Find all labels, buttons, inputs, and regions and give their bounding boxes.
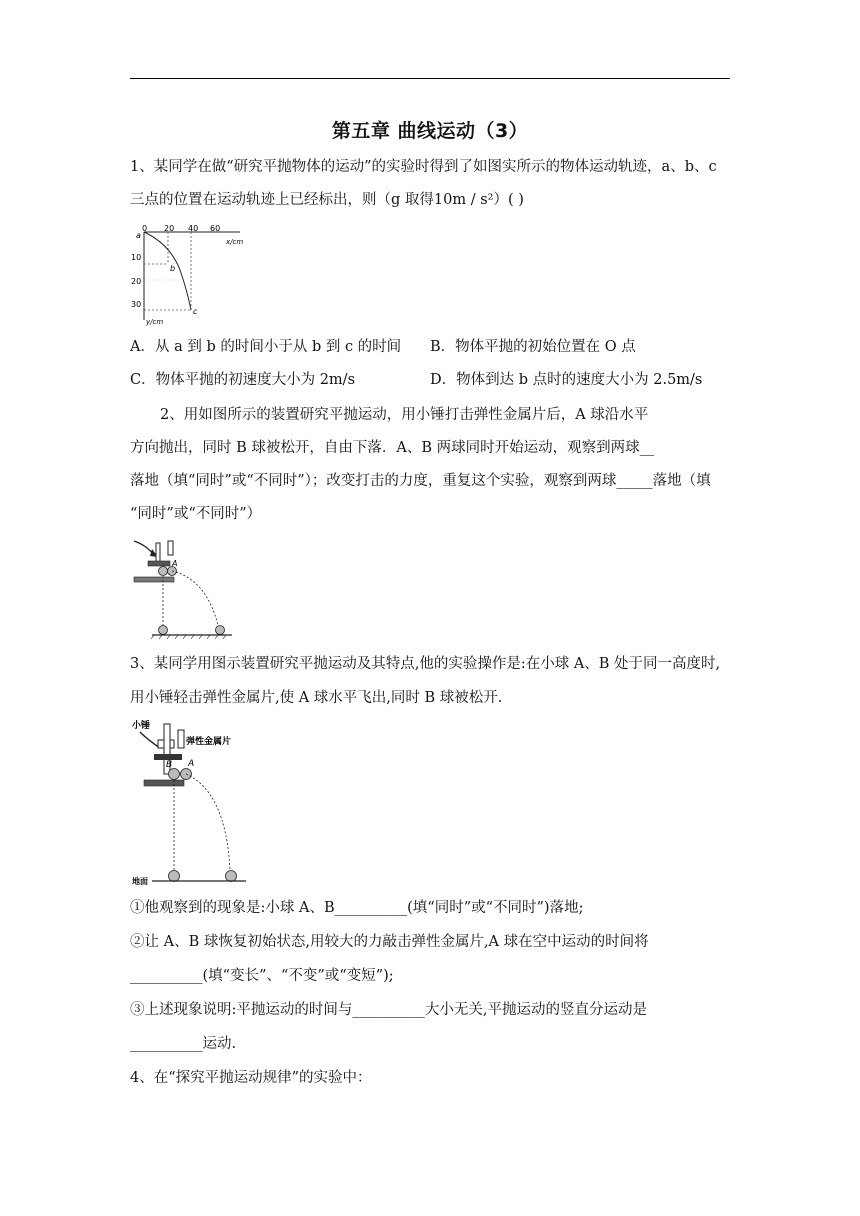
q3-label-b: B <box>166 760 173 770</box>
header-rule <box>130 78 730 79</box>
q3-sub1: ①他观察到的现象是:小球 A、B__________(填“同时”或“不同时”)落地; <box>130 900 584 916</box>
q2-apparatus-figure <box>128 535 238 640</box>
q2-stem-line3: 落地（填“同时”或“不同时”）；改变打击的力度，重复这个实验，观察到两球_____落地（填 <box>130 473 711 489</box>
q1-x-unit: x/cm <box>226 238 244 246</box>
q3-label-ground: 地面 <box>132 877 148 886</box>
q1-x-tick-0: 0 <box>142 224 148 233</box>
q1-option-c: C．物体平抛的初速度大小为 2m/s <box>130 372 356 388</box>
q1-point-a: a <box>136 231 141 240</box>
q1-x-tick-20: 20 <box>164 224 175 233</box>
q2-stem-line2: 方向抛出，同时 B 球被松开，自由下落．A、B 两球同时开始运动，观察到两球__ <box>130 440 655 456</box>
q1-y-unit: y/cm <box>146 318 164 326</box>
q3-label-a: A <box>188 759 195 769</box>
q1-stem-line2: 三点的位置在运动轨迹上已经标出，则（g 取得10m / s²）( ) <box>130 192 524 208</box>
q1-point-b: b <box>170 264 176 273</box>
q4-stem-line1: 4、在“探究平抛运动规律”的实验中： <box>130 1070 372 1086</box>
q1-x-tick-60: 60 <box>210 224 221 233</box>
q3-label-plate: 弹性金属片 <box>186 737 232 747</box>
q1-x-tick-40: 40 <box>188 224 199 233</box>
q2-stem-line4: “同时”或“不同时”） <box>130 506 262 522</box>
q1-stem-line1: 1、某同学在做“研究平抛物体的运动”的实验时得到了如图实所示的物体运动轨迹，a、b、c <box>130 159 717 175</box>
q3-label-hammer: 小锤 <box>132 721 151 731</box>
q2-stem-line1: 2、用如图所示的装置研究平抛运动，用小锤打击弹性金属片后，A 球沿水平 <box>160 407 649 423</box>
q1-trajectory-figure <box>130 224 250 334</box>
q1-y-tick-10: 10 <box>131 253 142 262</box>
q3-sub2-line1: ②让 A、B 球恢复初始状态,用较大的力敲击弹性金属片,A 球在空中运动的时间将 <box>130 934 649 950</box>
q3-sub3-line1: ③上述现象说明:平抛运动的时间与__________大小无关,平抛运动的竖直分运动是 <box>130 1002 647 1018</box>
q2-label-a: A <box>172 559 178 568</box>
q3-sub2-line2: __________(填“变长”、“不变”或“变短”); <box>130 968 394 984</box>
q3-apparatus-figure <box>130 716 250 886</box>
q1-point-c: c <box>193 307 198 316</box>
q1-option-a: A．从 a 到 b 的时间小于从 b 到 c 的时间 <box>130 339 402 355</box>
q1-y-tick-20: 20 <box>131 277 142 286</box>
q1-option-d: D．物体到达 b 点时的速度大小为 2.5m/s <box>430 372 703 388</box>
q1-option-b: B．物体平抛的初始位置在 O 点 <box>430 339 636 355</box>
q3-sub3-line2: __________运动. <box>130 1036 237 1052</box>
q3-stem-line1: 3、某同学用图示装置研究平抛运动及其特点,他的实验操作是:在小球 A、B 处于同一高度时, <box>130 656 721 672</box>
page-title: 第五章 曲线运动（3） <box>331 120 529 142</box>
q3-stem-line2: 用小锤轻击弹性金属片,使 A 球水平飞出,同时 B 球被松开. <box>130 690 503 706</box>
q1-y-tick-30: 30 <box>131 300 142 309</box>
